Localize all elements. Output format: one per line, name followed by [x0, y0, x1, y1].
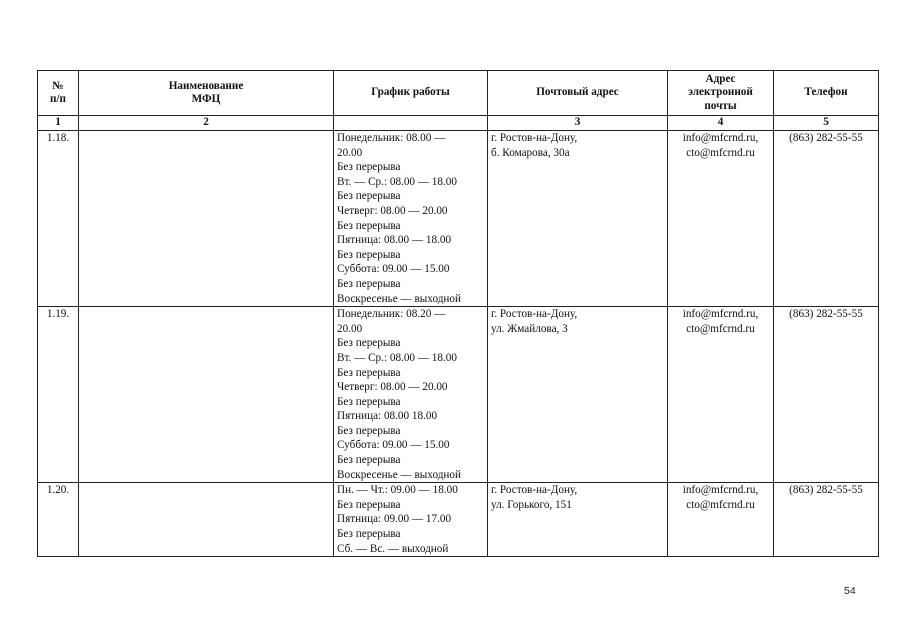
table-body — [38, 116, 879, 557]
header-num: № п/п — [38, 71, 79, 116]
postal-address — [488, 307, 668, 483]
schedule-line: Вт. — Ср.: 08.00 — 18.00 — [337, 175, 457, 188]
mfc-table — [37, 70, 879, 557]
schedule-line: Пятница: 09.00 — 17.00 — [337, 513, 452, 526]
row-number: 1.20. — [38, 483, 79, 557]
schedule-line: Пятница: 08.00 — 18.00 — [337, 234, 452, 247]
schedule-line: Без перерыва — [337, 498, 401, 511]
header-phone: Телефон — [774, 71, 879, 116]
postal-address-line: б. Комарова, 30а — [491, 146, 570, 159]
schedule — [334, 483, 488, 557]
email-address-line: info@mfcrnd.ru, — [682, 308, 759, 321]
schedule-line: Без перерыва — [337, 337, 401, 350]
schedule-line: Без перерыва — [337, 219, 401, 232]
table-row — [38, 483, 879, 557]
email-address — [668, 483, 774, 557]
mfc-name — [79, 483, 334, 557]
header-address: Почтовый адрес — [488, 71, 668, 116]
column-number: 4 — [668, 116, 774, 131]
phone-number: (863) 282-55-55 — [774, 307, 879, 483]
table-row — [38, 131, 879, 307]
row-number: 1.19. — [38, 307, 79, 483]
column-number: 5 — [774, 116, 879, 131]
schedule-line: Пн. — Чт.: 09.00 — 18.00 — [337, 484, 458, 497]
schedule-line: Воскресенье — выходной — [337, 468, 461, 481]
header-schedule: График работы — [334, 71, 488, 116]
schedule — [334, 131, 488, 307]
schedule-line: Суббота: 09.00 — 15.00 — [337, 439, 450, 452]
email-address-line: cto@mfcrnd.ru — [686, 322, 755, 335]
header-name: Наименование МФЦ — [79, 71, 334, 116]
row-number: 1.18. — [38, 131, 79, 307]
schedule-line: Без перерыва — [337, 190, 401, 203]
schedule-line: Суббота: 09.00 — 15.00 — [337, 263, 450, 276]
column-number: 1 — [38, 116, 79, 131]
schedule-line: Понедельник: 08.00 — — [337, 132, 446, 144]
schedule-line: Без перерыва — [337, 424, 401, 437]
page-number: 54 — [844, 585, 856, 597]
email-address — [668, 131, 774, 307]
mfc-name — [79, 131, 334, 307]
column-number: 3 — [488, 116, 668, 131]
postal-address-line: ул. Жмайлова, 3 — [491, 322, 568, 335]
schedule-line: Без перерыва — [337, 366, 401, 379]
email-address-line: info@mfcrnd.ru, — [682, 132, 759, 144]
column-number — [334, 116, 488, 131]
schedule-line: Без перерыва — [337, 248, 401, 261]
phone-number: (863) 282-55-55 — [774, 483, 879, 557]
phone-number: (863) 282-55-55 — [774, 131, 879, 307]
schedule-line: 20.00 — [337, 322, 363, 335]
schedule-line: Пятница: 08.00 18.00 — [337, 410, 438, 423]
schedule-line: Четверг: 08.00 — 20.00 — [337, 204, 448, 217]
table-row — [38, 307, 879, 483]
schedule-line: Без перерыва — [337, 528, 401, 541]
schedule-line: 20.00 — [337, 146, 363, 159]
postal-address-line: г. Ростов-на-Дону, — [491, 484, 578, 497]
schedule-line: Вт. — Ср.: 08.00 — 18.00 — [337, 351, 457, 364]
schedule-line: Четверг: 08.00 — 20.00 — [337, 381, 448, 394]
schedule-line: Воскресенье — выходной — [337, 292, 461, 305]
postal-address-line: ул. Горького, 151 — [491, 498, 572, 511]
column-numbers-row — [38, 116, 879, 131]
header-row — [38, 71, 879, 116]
postal-address-line: г. Ростов-на-Дону, — [491, 308, 578, 321]
column-number: 2 — [79, 116, 334, 131]
schedule-line: Без перерыва — [337, 277, 401, 290]
email-address-line: info@mfcrnd.ru, — [682, 484, 759, 497]
email-address — [668, 307, 774, 483]
postal-address — [488, 131, 668, 307]
schedule — [334, 307, 488, 483]
schedule-line: Без перерыва — [337, 454, 401, 467]
mfc-name — [79, 307, 334, 483]
schedule-line: Сб. — Вс. — выходной — [337, 542, 449, 555]
email-address-line: cto@mfcrnd.ru — [686, 146, 755, 159]
schedule-line: Без перерыва — [337, 161, 401, 174]
email-address-line: cto@mfcrnd.ru — [686, 498, 755, 511]
header-email: Адрес электронной почты — [668, 71, 774, 116]
schedule-line: Понедельник: 08.20 — — [337, 308, 446, 321]
schedule-line: Без перерыва — [337, 395, 401, 408]
postal-address-line: г. Ростов-на-Дону, — [491, 132, 578, 144]
postal-address — [488, 483, 668, 557]
